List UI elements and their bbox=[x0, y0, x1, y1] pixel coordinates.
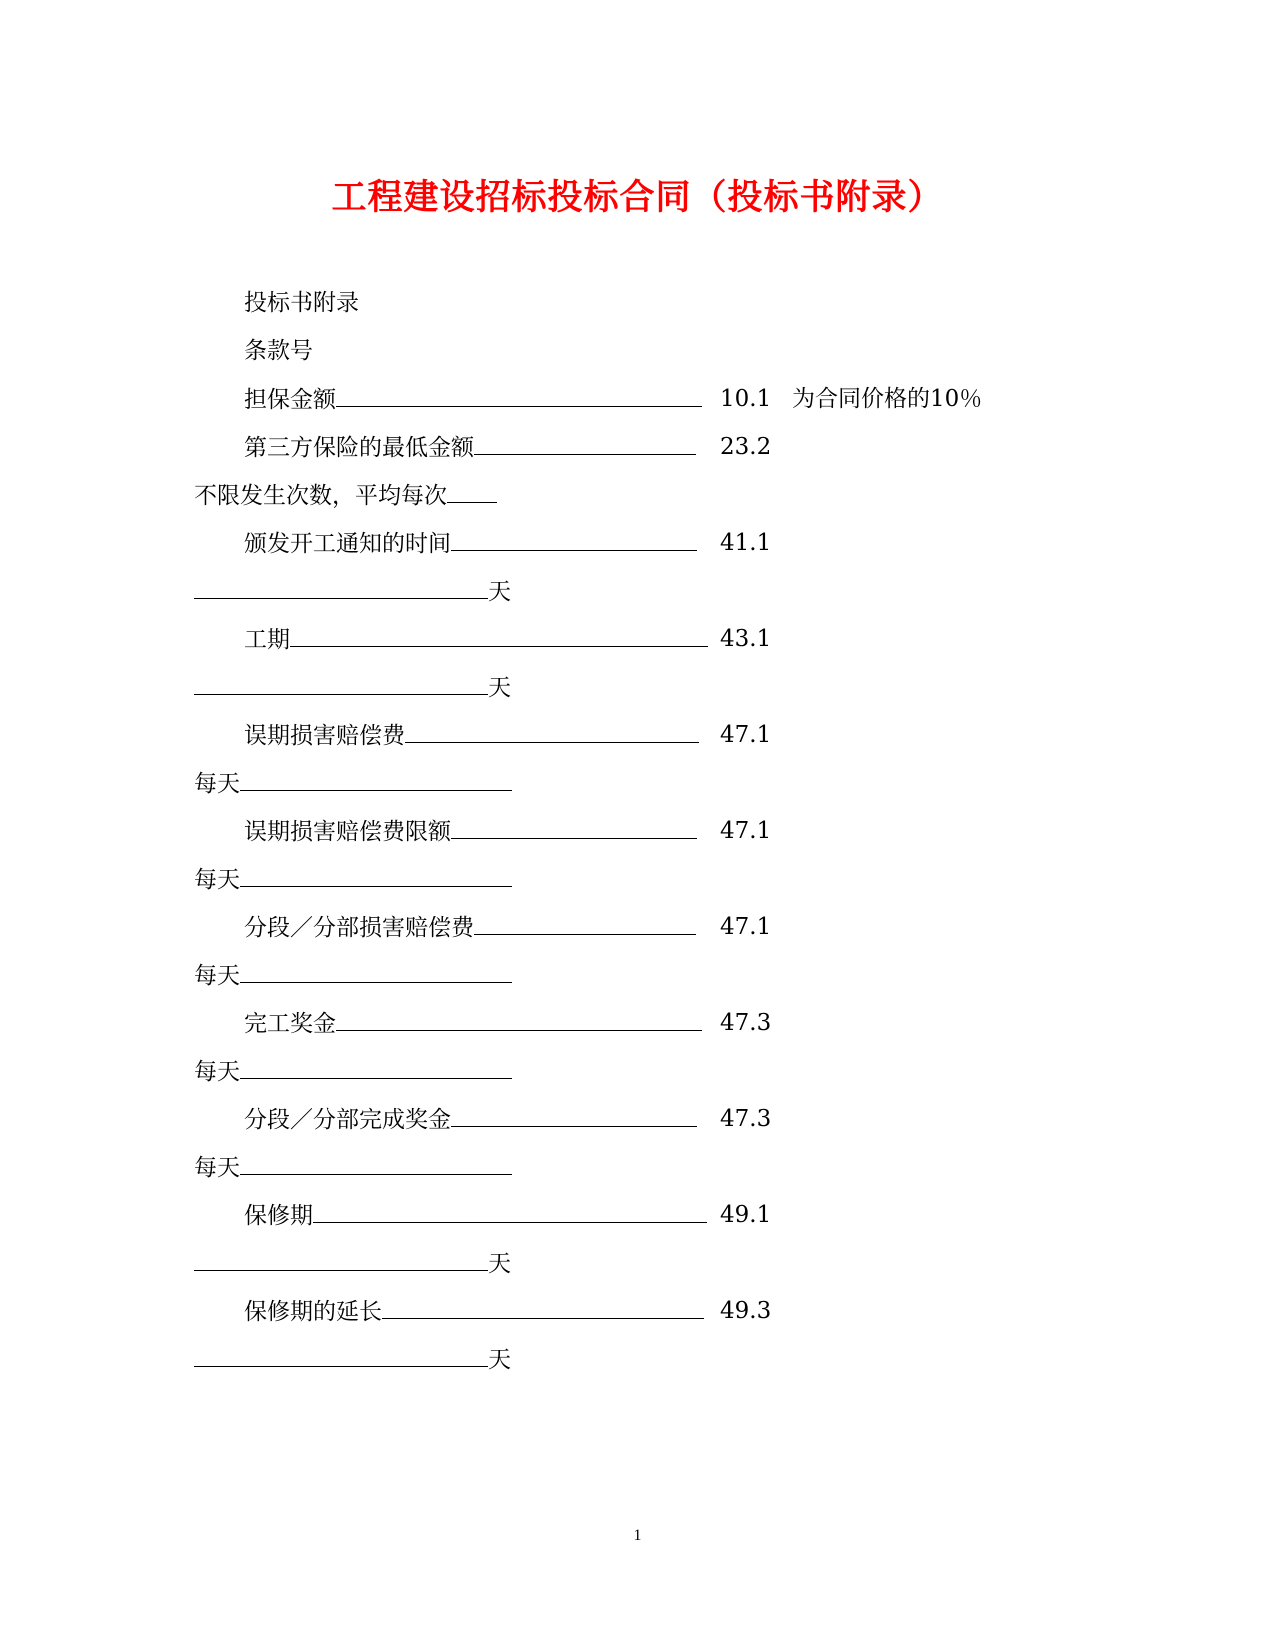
clause-number: 49.1 bbox=[720, 1202, 772, 1228]
row-follow: 天 bbox=[194, 1344, 511, 1375]
clause-number: 47.1 bbox=[720, 722, 772, 748]
blank-line bbox=[405, 720, 699, 743]
blank-line bbox=[474, 432, 696, 455]
blank-line bbox=[194, 1248, 488, 1271]
row-follow: 每天 bbox=[194, 768, 512, 799]
row-label: 工期 bbox=[244, 624, 708, 655]
row-follow: 天 bbox=[194, 576, 511, 607]
row-label: 第三方保险的最低金额 bbox=[244, 432, 696, 463]
row-label: 误期损害赔偿费限额 bbox=[244, 816, 697, 847]
blank-line bbox=[240, 960, 512, 983]
blank-line bbox=[240, 1152, 512, 1175]
document-title: 工程建设招标投标合同（投标书附录） bbox=[331, 177, 944, 218]
blank-line bbox=[240, 1056, 512, 1079]
blank-line bbox=[240, 768, 512, 791]
clause-number: 47.3 bbox=[720, 1106, 772, 1132]
row-label: 分段／分部完成奖金 bbox=[244, 1104, 697, 1135]
blank-line bbox=[290, 624, 708, 647]
row-label: 保修期的延长 bbox=[244, 1296, 704, 1327]
row-follow: 每天 bbox=[194, 1152, 512, 1183]
blank-line bbox=[474, 912, 696, 935]
clause-number: 47.3 bbox=[720, 1010, 772, 1036]
blank-line bbox=[451, 528, 697, 551]
blank-line bbox=[336, 384, 702, 407]
blank-line bbox=[336, 1008, 702, 1031]
row-follow: 每天 bbox=[194, 864, 512, 895]
row-follow: 每天 bbox=[194, 960, 512, 991]
row-label: 担保金额 bbox=[244, 384, 702, 415]
row-follow: 每天 bbox=[194, 1056, 512, 1087]
row-note: 为合同价格的10％ bbox=[792, 386, 983, 412]
appendix-heading: 投标书附录 bbox=[244, 290, 359, 316]
clause-number: 49.3 bbox=[720, 1298, 772, 1324]
row-label: 颁发开工通知的时间 bbox=[244, 528, 697, 559]
clause-number-header: 条款号 bbox=[244, 338, 313, 364]
row-label: 误期损害赔偿费 bbox=[244, 720, 699, 751]
clause-number: 43.1 bbox=[720, 626, 772, 652]
blank-line bbox=[194, 672, 488, 695]
row-label: 完工奖金 bbox=[244, 1008, 702, 1039]
clause-number: 23.2 bbox=[720, 434, 772, 460]
row-label: 保修期 bbox=[244, 1200, 707, 1231]
row-follow: 天 bbox=[194, 1248, 511, 1279]
row-follow: 不限发生次数，平均每次 bbox=[194, 480, 497, 511]
blank-line bbox=[451, 1104, 697, 1127]
blank-line bbox=[313, 1200, 707, 1223]
row-follow: 天 bbox=[194, 672, 511, 703]
clause-number: 47.1 bbox=[720, 818, 772, 844]
blank-line bbox=[447, 480, 497, 503]
page-number: 1 bbox=[633, 1527, 642, 1544]
blank-line bbox=[382, 1296, 704, 1319]
row-label: 分段／分部损害赔偿费 bbox=[244, 912, 696, 943]
blank-line bbox=[194, 576, 488, 599]
blank-line bbox=[451, 816, 697, 839]
blank-line bbox=[194, 1344, 488, 1367]
clause-number: 10.1 bbox=[720, 386, 772, 412]
clause-number: 41.1 bbox=[720, 530, 772, 556]
blank-line bbox=[240, 864, 512, 887]
clause-number: 47.1 bbox=[720, 914, 772, 940]
